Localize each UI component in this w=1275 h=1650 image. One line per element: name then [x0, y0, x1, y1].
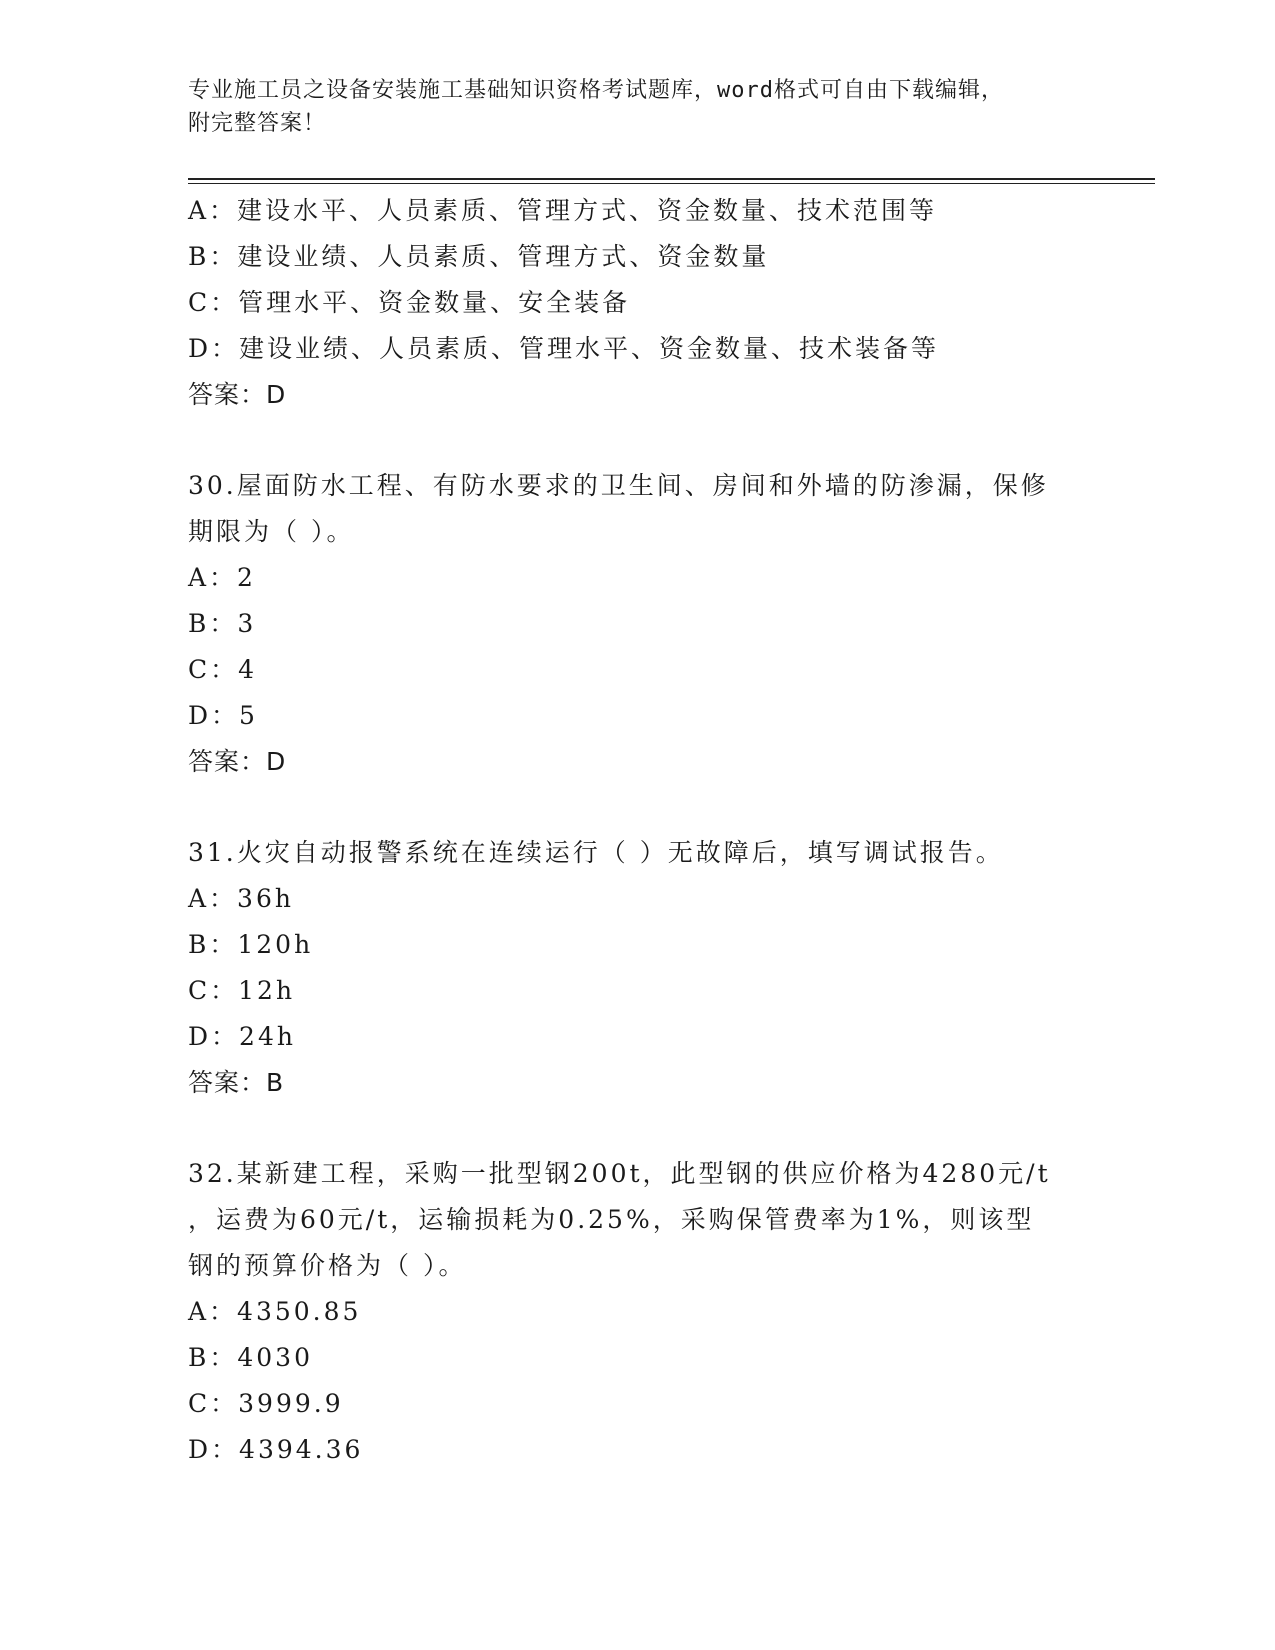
option-b: B：120h	[188, 930, 314, 959]
option-a: A：36h	[188, 884, 294, 913]
option-a: A：4350.85	[188, 1297, 362, 1326]
question-block-32	[188, 1151, 1088, 1473]
question-text-line: 31.火灾自动报警系统在连续运行（ ）无故障后，填写调试报告。	[188, 838, 1004, 867]
option-d: D：24h	[188, 1022, 296, 1051]
option-d: D：5	[188, 701, 258, 730]
document-header	[188, 74, 1088, 140]
option-d: D：建设业绩、人员素质、管理水平、资金数量、技术装备等	[188, 334, 940, 363]
question-text-line: 32.某新建工程，采购一批型钢200t，此型钢的供应价格为4280元/t	[188, 1159, 1051, 1188]
question-block-31	[188, 830, 1088, 1106]
option-c: C：4	[188, 655, 258, 684]
option-d: D：4394.36	[188, 1435, 364, 1464]
header-rule-thick	[188, 178, 1155, 180]
option-c: C：管理水平、资金数量、安全装备	[188, 288, 631, 317]
option-c: C：12h	[188, 976, 296, 1005]
question-block-29	[188, 188, 1088, 418]
spacer	[188, 1106, 1088, 1151]
header-line-2: 附完整答案！	[188, 111, 327, 136]
question-text-line: ，运费为60元/t，运输损耗为0.25%，采购保管费率为1%，则该型	[188, 1205, 1035, 1234]
option-b: B：建设业绩、人员素质、管理方式、资金数量	[188, 242, 770, 271]
question-list	[188, 188, 1088, 1473]
option-b: B：4030	[188, 1343, 313, 1372]
option-b: B：3	[188, 609, 257, 638]
option-c: C：3999.9	[188, 1389, 344, 1418]
header-line-1: 专业施工员之设备安装施工基础知识资格考试题库，word格式可自由下载编辑，	[188, 78, 1004, 103]
question-block-30	[188, 463, 1088, 785]
question-text-line: 期限为（ ）。	[188, 517, 355, 546]
answer-label: 答案：D	[188, 747, 287, 776]
header-rule-thin	[188, 183, 1155, 184]
option-a: A：建设水平、人员素质、管理方式、资金数量、技术范围等	[188, 196, 938, 225]
question-text-line: 30.屋面防水工程、有防水要求的卫生间、房间和外墙的防渗漏，保修	[188, 471, 1049, 500]
answer-label: 答案：D	[188, 380, 287, 409]
option-a: A：2	[188, 563, 256, 592]
answer-label: 答案：B	[188, 1068, 285, 1097]
spacer	[188, 785, 1088, 830]
question-text-line: 钢的预算价格为（ ）。	[188, 1251, 467, 1280]
spacer	[188, 418, 1088, 463]
